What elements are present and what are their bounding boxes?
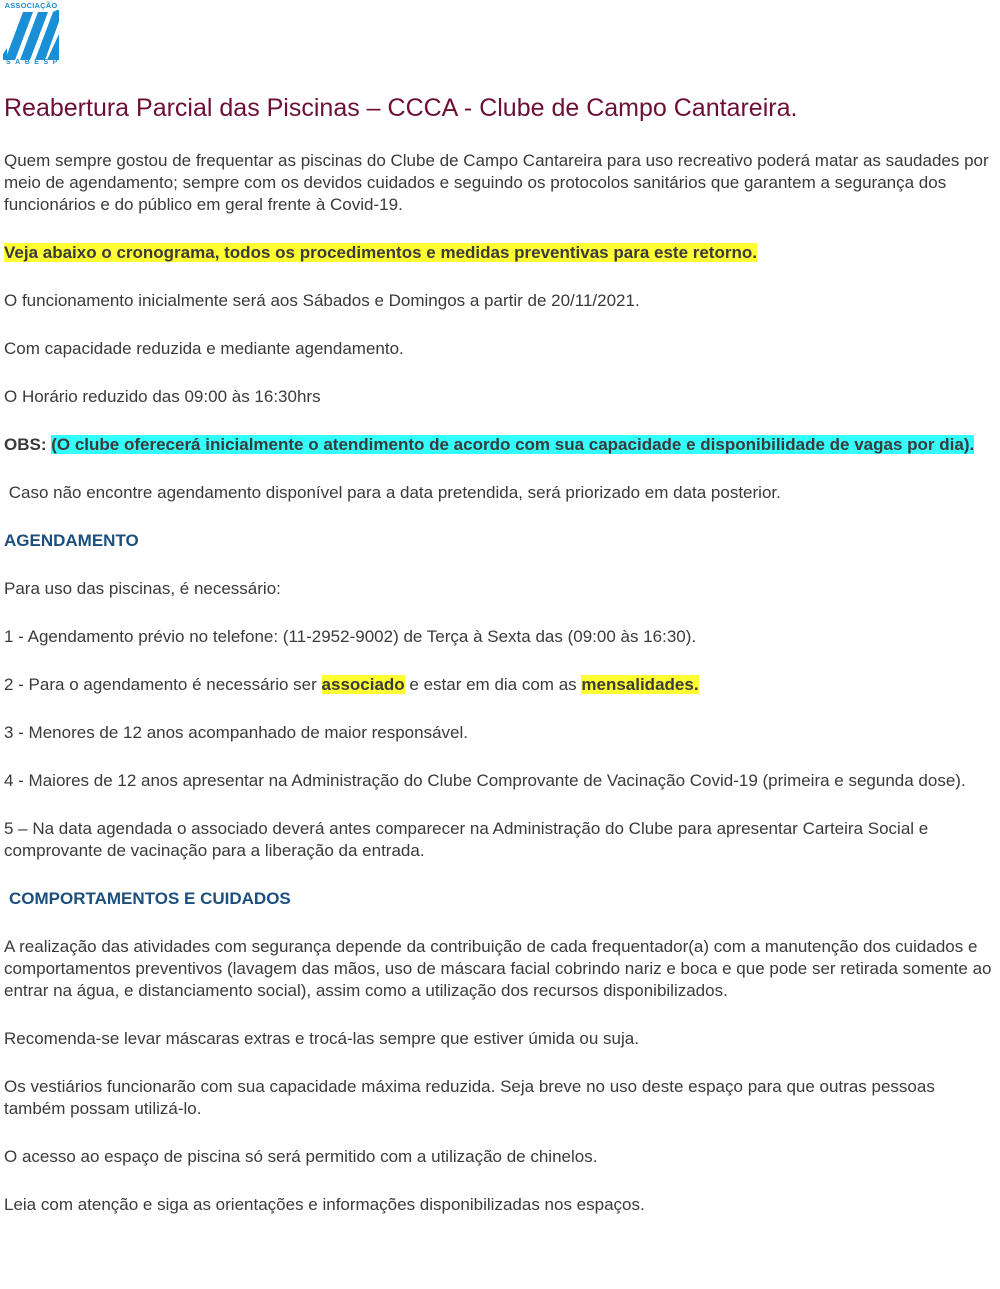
notice-paragraph xyxy=(4,242,996,264)
agendamento-heading: AGENDAMENTO xyxy=(4,531,139,550)
agendamento-item-4: 4 - Maiores de 12 anos apresentar na Administração do Clube Comprovante de Vacinação Covid-19 (primeira e segunda dose). xyxy=(4,771,966,790)
obs-highlight: (O clube oferecerá inicialmente o atendimento de acordo com sua capacidade e disponibilidade de vagas por dia). xyxy=(51,435,975,454)
fallback-paragraph: Caso não encontre agendamento disponível para a data pretendida, será priorizado em data posterior. xyxy=(4,483,781,502)
logo-stripes-icon xyxy=(3,10,59,60)
comportamentos-heading: COMPORTAMENTOS E CUIDADOS xyxy=(9,889,291,908)
page-title: Reabertura Parcial das Piscinas – CCCA - Clube de Campo Cantareira. xyxy=(4,94,798,122)
comportamentos-paragraph-1: A realização das atividades com segurança depende da contribuição de cada frequentador(a) com a manutenção dos cuidados e comportamentos preventivos (lavagem das mãos, uso de máscara facial cobrindo nariz e boca e que pode ser retirada somente ao entrar na água, e distanciamento social), assim como a utilização dos recursos disponibilizados. xyxy=(4,937,992,1000)
item2-highlight-mensalidades: mensalidades. xyxy=(581,675,699,694)
item2-highlight-associado: associado xyxy=(321,675,405,694)
agendamento-item-2 xyxy=(4,674,996,696)
agendamento-item-5: 5 – Na data agendada o associado deverá antes comparecer na Administração do Clube para apresentar Carteira Social e comprovante de vacinação para a liberação da entrada. xyxy=(4,819,929,860)
comportamentos-paragraph-3: Os vestiários funcionarão com sua capacidade máxima reduzida. Seja breve no uso deste espaço para que outras pessoas também possam utilizá-lo. xyxy=(4,1077,935,1118)
item2-part1: 2 - Para o agendamento é necessário ser xyxy=(4,675,322,694)
schedule-paragraph: O funcionamento inicialmente será aos Sábados e Domingos a partir de 20/11/2021. xyxy=(4,291,640,310)
obs-label: OBS: xyxy=(4,435,47,454)
agendamento-intro: Para uso das piscinas, é necessário: xyxy=(4,579,281,598)
agendamento-item-3: 3 - Menores de 12 anos acompanhado de maior responsável. xyxy=(4,723,469,742)
item2-part2: e estar em dia com as xyxy=(404,675,582,694)
intro-paragraph: Quem sempre gostou de frequentar as piscinas do Clube de Campo Cantareira para uso recreativo poderá matar as saudades por meio de agendamento; sempre com os devidos cuidados e seguindo os protocolos sanitários que garantem a segurança dos funcionários e do público em geral frente à Covid-19. xyxy=(4,151,989,214)
comportamentos-paragraph-4: O acesso ao espaço de piscina só será permitido com a utilização de chinelos. xyxy=(4,1147,598,1166)
article xyxy=(4,92,996,1216)
hours-paragraph: O Horário reduzido das 09:00 às 16:30hrs xyxy=(4,387,321,406)
notice-highlight: Veja abaixo o cronograma, todos os procedimentos e medidas preventivas para este retorno. xyxy=(4,243,757,262)
sabesp-logo xyxy=(3,1,62,69)
agendamento-item-1: 1 - Agendamento prévio no telefone: (11-2952-9002) de Terça à Sexta das (09:00 às 16:30). xyxy=(4,627,697,646)
obs-paragraph xyxy=(4,434,996,456)
comportamentos-paragraph-2: Recomenda-se levar máscaras extras e trocá-las sempre que estiver úmida ou suja. xyxy=(4,1029,639,1048)
capacity-paragraph: Com capacidade reduzida e mediante agendamento. xyxy=(4,339,404,358)
logo-bottom-text: SABESP xyxy=(6,59,62,66)
logo-top-text: ASSOCIAÇÃO xyxy=(4,1,58,10)
comportamentos-paragraph-5: Leia com atenção e siga as orientações e informações disponibilizadas nos espaços. xyxy=(4,1195,645,1214)
